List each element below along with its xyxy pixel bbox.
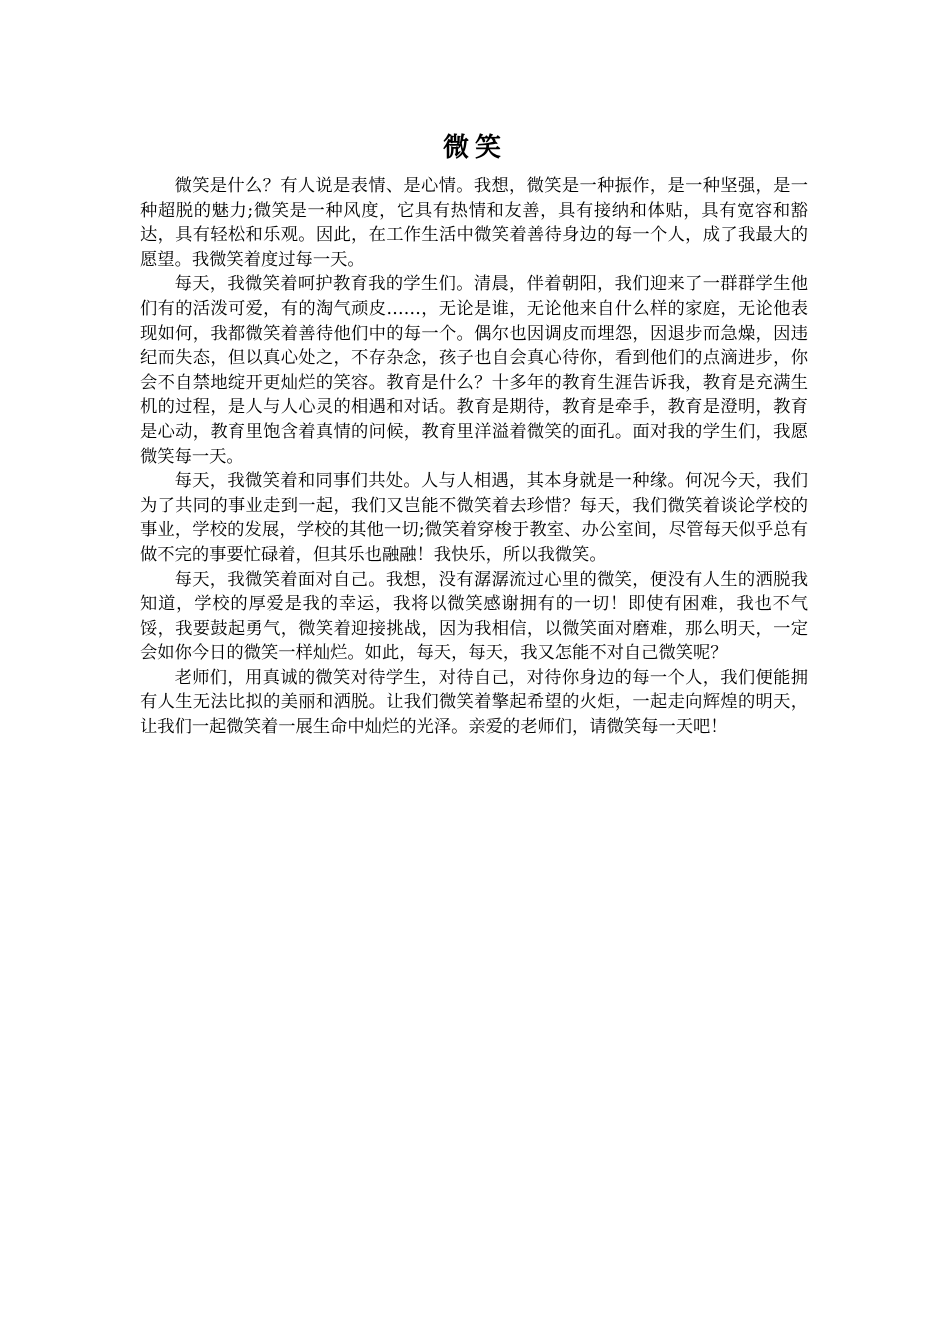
- paragraph-5: 老师们，用真诚的微笑对待学生，对待自己，对待你身边的每一个人，我们便能拥有人生无法比拟的美丽和洒脱。让我们微笑着擎起希望的火炬，一起走向辉煌的明天，让我们一起微笑着一展生命中灿烂的光泽。亲爱的老师们，请微笑每一天吧！: [140, 667, 808, 738]
- paragraph-1: 微笑是什么？有人说是表情、是心情。我想，微笑是一种振作，是一种坚强，是一种超脱的魅力;微笑是一种风度，它具有热情和友善，具有接纳和体贴，具有宽容和豁达，具有轻松和乐观。因此，在工作生活中微笑着善待身边的每一个人，成了我最大的愿望。我微笑着度过每一天。: [140, 176, 808, 270]
- paragraph-4: 每天，我微笑着面对自己。我想，没有潺潺流过心里的微笑，便没有人生的洒脱我知道，学校的厚爱是我的幸运，我将以微笑感谢拥有的一切！即使有困难，我也不气馁，我要鼓起勇气，微笑着迎接挑战，因为我相信，以微笑面对磨难，那么明天，一定会如你今日的微笑一样灿烂。如此，每天，每天，我又怎能不对自己微笑呢？: [140, 569, 808, 664]
- document-title: 微笑: [442, 133, 507, 163]
- document-body: [140, 174, 808, 740]
- paragraph-2: 每天，我微笑着呵护教育我的学生们。清晨，伴着朝阳，我们迎来了一群群学生他们有的活泼可爱，有的淘气顽皮……，无论是谁，无论他来自什么样的家庭，无论他表现如何，我都微笑着善待他们中的每一个。偶尔也因调皮而埋怨，因退步而急燥，因违纪而失态，但以真心处之，不存杂念，孩子也自会真心待你，看到他们的点滴进步，你会不自禁地绽开更灿烂的笑容。教育是什么？十多年的教育生涯告诉我，教育是充满生机的过程，是人与人心灵的相遇和对话。教育是期待，教育是牵手，教育是澄明，教育是心动，教育里饱含着真情的问候，教育里洋溢着微笑的面孔。面对我的学生们，我愿微笑每一天。: [140, 274, 808, 467]
- paragraph-3: 每天，我微笑着和同事们共处。人与人相遇，其本身就是一种缘。何况今天，我们为了共同的事业走到一起，我们又岂能不微笑着去珍惜？每天，我们微笑着谈论学校的事业，学校的发展，学校的其他一切;微笑着穿梭于教室、办公室间，尽管每天似乎总有做不完的事要忙碌着，但其乐也融融！我快乐，所以我微笑。: [140, 471, 808, 565]
